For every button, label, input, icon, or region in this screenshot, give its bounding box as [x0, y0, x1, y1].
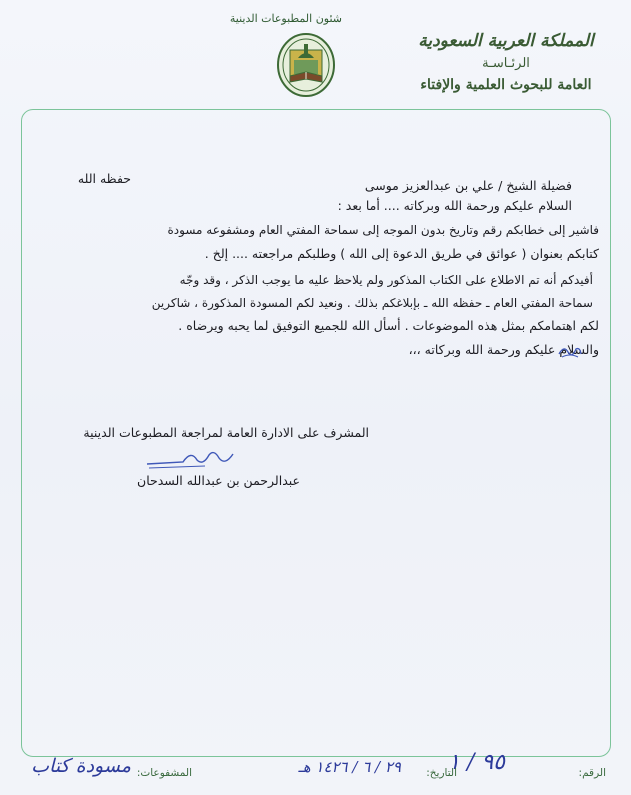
mosque-book-emblem-icon: [276, 32, 336, 98]
footer-date-value: ٢٩ / ٦ / ١٤٢٦ هـ: [298, 758, 401, 776]
greeting: السلام عليكم ورحمة الله وبركاته .... أما بعد :: [337, 198, 572, 213]
footer-number-value: ٩٥ / ١: [448, 750, 505, 775]
signatory-title: المشرف على الادارة العامة لمراجعة المطبوعات الدينية: [83, 425, 369, 440]
footer-enclosures-value: مسودة كتاب: [31, 755, 131, 777]
footer-date-label: التاريخ:: [426, 767, 457, 779]
para2-line2: سماحة المفتي العام ـ حفظه الله ـ بإبلاغكم بذلك . ونعيد لكم المسودة المذكورة ، شاكرين: [151, 296, 593, 310]
footer-enclosures-label: المشفوعات:: [136, 767, 192, 779]
footer-number-label: الرقم:: [578, 767, 606, 779]
agency-name: العامة للبحوث العلمية والإفتاء: [420, 77, 592, 93]
closing: والسلام عليكم ورحمة الله وبركاته ،،،: [408, 342, 599, 357]
kingdom-name: المملكة العربية السعودية: [418, 31, 594, 51]
handwritten-signature: [145, 446, 235, 472]
initials-mark-icon: [556, 342, 584, 360]
emblem-caption: شئون المطبوعات الدينية: [229, 12, 342, 25]
letterhead: [391, 28, 621, 96]
presidency: الرئـاسـة: [482, 56, 530, 71]
para2-line3: لكم اهتمامكم بمثل هذه الموضوعات . أسأل الله للجميع التوفيق لما يحبه ويرضاه .: [178, 318, 599, 333]
honorific: حفظه الله: [77, 171, 131, 186]
para2-line1: أفيدكم أنه تم الاطلاع على الكتاب المذكور ولم يلاحظ عليه ما يوجب الذكر ، وقد وجّه: [179, 273, 593, 287]
recipient: فضيلة الشيخ / علي بن عبدالعزيز موسى: [364, 178, 572, 193]
signatory-name: عبدالرحمن بن عبدالله السدحان: [137, 473, 300, 488]
signature-scribble-icon: [145, 446, 235, 472]
para1-line1: فاشير إلى خطابكم رقم وتاريخ بدون الموجه إلى سماحة المفتي العام ومشفوعه مسودة: [167, 223, 599, 237]
para1-line2: كتابكم بعنوان ( عوائق في طريق الدعوة إلى الله ) وطلبكم مراجعته .... إلخ .: [204, 246, 599, 261]
